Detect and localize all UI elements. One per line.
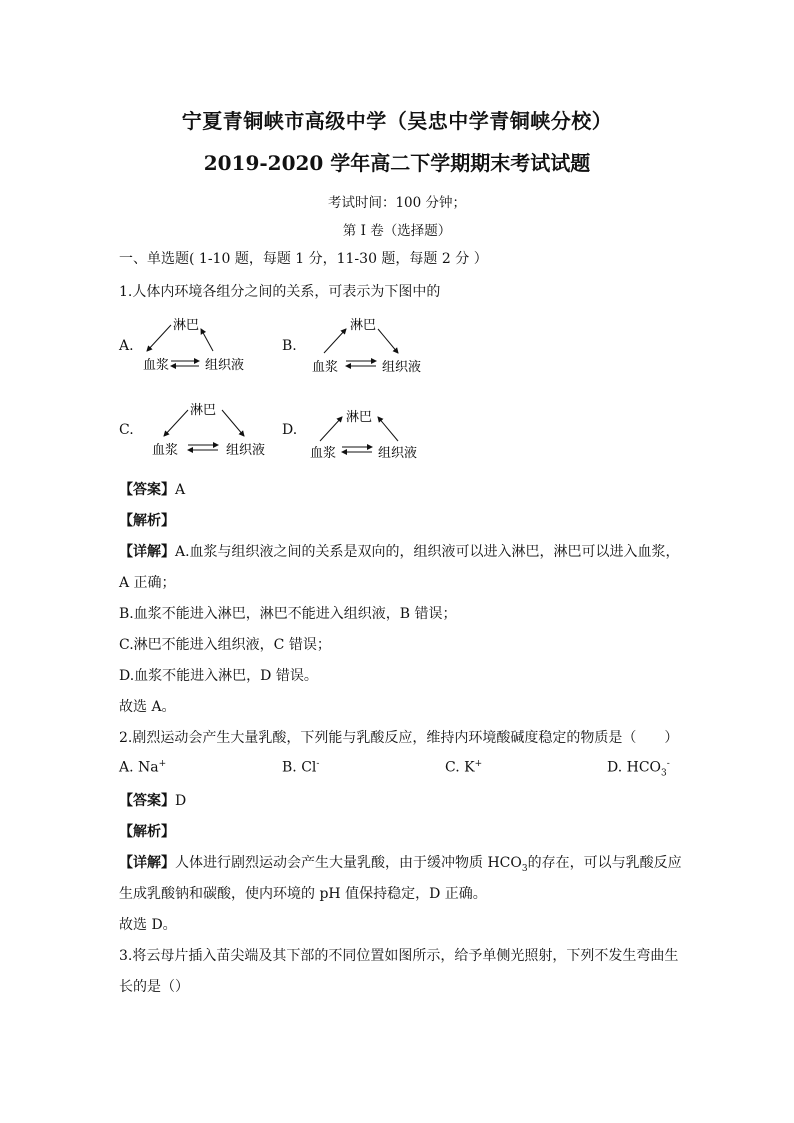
q1-option-d-label: D. [282, 422, 298, 438]
q1-detail-c: C.淋巴不能进入组织液，C 错误； [119, 637, 331, 653]
arrow-plasma-to-lymph [320, 417, 342, 441]
q2-option-a [119, 759, 166, 776]
section-heading: 一、单选题( 1-10 题，每题 1 分，11-30 题，每题 2 分 ） [119, 251, 488, 267]
detail-sub: 3 [521, 863, 528, 874]
q1-stem: 1.人体内环境各组分之间的关系，可表示为下图中的 [119, 284, 441, 300]
q1-detail-b: B.血浆不能进入淋巴，淋巴不能进入组织液，B 错误； [119, 606, 457, 622]
q3-stem-line1: 3.将云母片插入苗尖端及其下部的不同位置如图所示，给予单侧光照射，下列不发生弯曲生 [119, 948, 679, 964]
q2-option-d [607, 759, 670, 778]
q2-conclusion: 故选 D。 [119, 917, 177, 933]
plasma-label: 血浆 [312, 360, 339, 375]
lymph-label: 淋巴 [346, 410, 373, 425]
plasma-label: 血浆 [310, 446, 337, 461]
q3-stem-line2: 长的是（） [119, 979, 189, 995]
plasma-label: 血浆 [143, 358, 170, 373]
detail-text: A.血浆与组织液之间的关系是双向的，组织液可以进入淋巴，淋巴可以进入血浆， [175, 544, 680, 560]
q2-option-c [445, 759, 482, 776]
option-sup: - [316, 759, 320, 769]
option-sup: - [666, 759, 670, 769]
option-text: C. K [445, 759, 475, 776]
detail-label: 【详解】 [119, 855, 175, 871]
option-sub: 3 [661, 768, 667, 779]
q2-detail-line1 [119, 852, 682, 874]
option-text: B. Cl [282, 759, 317, 776]
arrow-lymph-to-tissue [222, 410, 244, 436]
arrow-tissue-to-lymph [201, 329, 213, 351]
exam-time: 考试时间：100 分钟； [327, 195, 467, 211]
q1-conclusion: 故选 A。 [119, 699, 176, 715]
detail-text: 人体进行剧烈运动会产生大量乳酸，由于缓冲物质 HCO [175, 855, 522, 871]
q1-detail-line1 [119, 541, 679, 561]
q2-option-b [282, 759, 319, 776]
tissue-label: 组织液 [378, 446, 418, 461]
arrow-lymph-to-plasma [164, 410, 188, 436]
volume-label: 第 I 卷（选择题） [342, 223, 452, 239]
q2-detail-line2: 生成乳酸钠和碳酸，使内环境的 pH 值保持稳定，D 正确。 [119, 886, 487, 902]
plasma-label: 血浆 [152, 443, 179, 458]
option-sup: + [474, 759, 483, 769]
q1-diagram-c [148, 400, 278, 466]
lymph-label: 淋巴 [190, 403, 217, 418]
lymph-label: 淋巴 [173, 318, 200, 333]
tissue-label: 组织液 [382, 360, 422, 375]
q1-option-b-label: B. [282, 338, 297, 354]
arrow-lymph-to-plasma [147, 325, 171, 351]
document-subtitle: 2019-2020 学年高二下学期期末考试试题 [203, 151, 591, 175]
q1-analysis-label: 【解析】 [119, 513, 175, 529]
q1-diagram-b [310, 315, 430, 381]
answer-label: 【答案】 [119, 793, 175, 809]
q2-stem: 2.剧烈运动会产生大量乳酸，下列能与乳酸反应，维持内环境酸碱度稳定的物质是（ ） [119, 730, 679, 746]
q1-option-a-label: A. [119, 338, 134, 354]
detail-text-cont: 的存在，可以与乳酸反应 [527, 855, 682, 871]
q2-analysis-label: 【解析】 [119, 824, 175, 840]
option-text: A. Na [119, 759, 159, 776]
q2-answer [119, 790, 679, 810]
q1-detail-line2: A 正确； [119, 575, 176, 591]
answer-value: D [175, 793, 187, 809]
arrow-plasma-to-lymph [324, 329, 346, 353]
option-sup: + [158, 759, 167, 769]
q1-answer [119, 479, 679, 499]
document-title: 宁夏青铜峡市高级中学（吴忠中学青铜峡分校） [181, 109, 613, 133]
q1-option-c-label: C. [119, 422, 134, 438]
answer-label: 【答案】 [119, 482, 175, 498]
option-text: D. HCO [607, 759, 662, 776]
arrow-tissue-to-lymph [378, 417, 398, 441]
arrow-lymph-to-tissue [378, 329, 398, 353]
q1-detail-d: D.血浆不能进入淋巴，D 错误。 [119, 668, 318, 684]
answer-value: A [175, 482, 186, 498]
lymph-label: 淋巴 [350, 318, 377, 333]
q1-diagram-d [308, 405, 428, 471]
tissue-label: 组织液 [226, 443, 266, 458]
tissue-label: 组织液 [205, 358, 245, 373]
q1-diagram-a [135, 315, 255, 381]
detail-label: 【详解】 [119, 544, 175, 560]
